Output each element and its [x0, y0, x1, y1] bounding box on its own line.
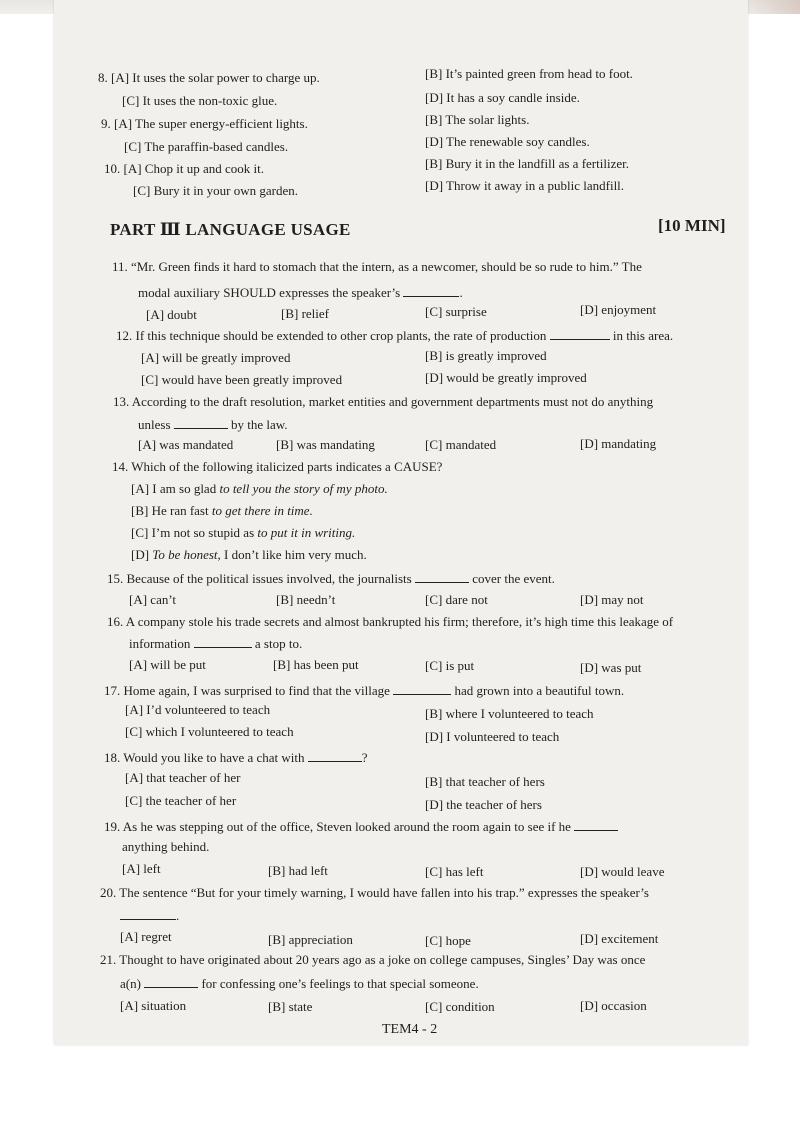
- answer-blank[interactable]: [415, 570, 469, 583]
- q15-stem: 15. Because of the political issues involved, the journalists cover the event.: [107, 571, 555, 586]
- q12-option-d[interactable]: [D] would be greatly improved: [425, 370, 587, 385]
- answer-blank[interactable]: [574, 818, 618, 831]
- q12-option-a[interactable]: [A] will be greatly improved: [141, 350, 291, 365]
- q15-option-a[interactable]: [A] can’t: [129, 592, 177, 607]
- q18-option-a[interactable]: [A] that teacher of her: [125, 770, 241, 785]
- q13-option-c[interactable]: [C] mandated: [425, 437, 497, 452]
- q11-stem: 11. “Mr. Green finds it hard to stomach that the intern, as a newcomer, should be so rude to him.” The: [112, 259, 642, 274]
- q17-option-d[interactable]: [D] I volunteered to teach: [425, 729, 560, 744]
- q13-option-d[interactable]: [D] mandating: [580, 436, 657, 451]
- q17-stem: 17. Home again, I was surprised to find that the village had grown into a beautiful town.: [104, 683, 625, 698]
- q8-c: [C] It uses the non-toxic glue.: [122, 93, 278, 108]
- q16-option-b[interactable]: [B] has been put: [273, 657, 359, 672]
- q21-option-b[interactable]: [B] state: [268, 999, 313, 1014]
- q13-option-a[interactable]: [A] was mandated: [138, 437, 234, 452]
- q16-stem-2: information a stop to.: [129, 636, 303, 651]
- q9-c: [C] The paraffin-based candles.: [124, 139, 289, 154]
- q19-option-c[interactable]: [C] has left: [425, 864, 484, 879]
- q16-option-c[interactable]: [C] is put: [425, 658, 475, 673]
- q13-stem-2: unless by the law.: [138, 417, 288, 432]
- q16-option-a[interactable]: [A] will be put: [129, 657, 206, 672]
- q10-c: [C] Bury it in your own garden.: [133, 183, 299, 198]
- q14-stem: 14. Which of the following italicized parts indicates a CAUSE?: [112, 459, 443, 474]
- q10-a: 10. [A] Chop it up and cook it.: [104, 161, 264, 176]
- q11-option-c[interactable]: [C] surprise: [425, 304, 487, 319]
- page-corner: [740, 0, 800, 14]
- q12-stem: 12. If this technique should be extended to other crop plants, the rate of production in this area.: [116, 328, 674, 343]
- q19-option-b[interactable]: [B] had left: [268, 863, 328, 878]
- q18-option-c[interactable]: [C] the teacher of her: [125, 793, 237, 808]
- q17-option-a[interactable]: [A] I’d volunteered to teach: [125, 702, 271, 717]
- q20-stem: 20. The sentence “But for your timely warning, I would have fallen into his trap.” expresses the speaker’s: [100, 885, 649, 900]
- q20-stem-2: .: [120, 907, 179, 924]
- answer-blank[interactable]: [194, 635, 252, 648]
- q13-option-b[interactable]: [B] was mandating: [276, 437, 375, 452]
- q15-option-d[interactable]: [D] may not: [580, 592, 644, 607]
- q15-option-b[interactable]: [B] needn’t: [276, 592, 336, 607]
- q21-stem-2: a(n) for confessing one’s feelings to that special someone.: [120, 976, 479, 991]
- q10-b: [B] Bury it in the landfill as a fertilizer.: [425, 156, 629, 171]
- q20-option-a[interactable]: [A] regret: [120, 929, 172, 944]
- q8-a: 8. [A] It uses the solar power to charge up.: [98, 70, 320, 85]
- q12-option-c[interactable]: [C] would have been greatly improved: [141, 372, 343, 387]
- q11-option-b[interactable]: [B] relief: [281, 306, 330, 321]
- q11-option-a[interactable]: [A] doubt: [146, 307, 197, 322]
- answer-blank[interactable]: [550, 327, 610, 340]
- q20-option-b[interactable]: [B] appreciation: [268, 932, 353, 947]
- answer-blank[interactable]: [308, 749, 362, 762]
- q16-stem: 16. A company stole his trade secrets and almost bankrupted his firm; therefore, it’s high time this leakage of: [107, 614, 674, 629]
- q14-option-d[interactable]: [D] To be honest, I don’t like him very much.: [131, 547, 367, 562]
- q20-option-d[interactable]: [D] excitement: [580, 931, 659, 946]
- q21-option-c[interactable]: [C] condition: [425, 999, 495, 1014]
- q19-option-d[interactable]: [D] would leave: [580, 864, 665, 879]
- q17-option-b[interactable]: [B] where I volunteered to teach: [425, 706, 594, 721]
- answer-blank[interactable]: [174, 416, 228, 429]
- q16-option-d[interactable]: [D] was put: [580, 660, 642, 675]
- q14-option-c[interactable]: [C] I’m not so stupid as to put it in writing.: [131, 525, 356, 540]
- q9-d: [D] The renewable soy candles.: [425, 134, 590, 149]
- answer-blank[interactable]: [403, 284, 459, 297]
- q21-option-d[interactable]: [D] occasion: [580, 998, 647, 1013]
- q20-option-c[interactable]: [C] hope: [425, 933, 471, 948]
- q12-option-b[interactable]: [B] is greatly improved: [425, 348, 547, 363]
- part-title: PART Ⅲ LANGUAGE USAGE: [110, 220, 351, 239]
- q21-option-a[interactable]: [A] situation: [120, 998, 187, 1013]
- q13-stem: 13. According to the draft resolution, market entities and government departments must not do anything: [113, 394, 654, 409]
- q18-option-d[interactable]: [D] the teacher of hers: [425, 797, 542, 812]
- answer-blank[interactable]: [393, 682, 451, 695]
- q17-option-c[interactable]: [C] which I volunteered to teach: [125, 724, 294, 739]
- q11-stem-2: modal auxiliary SHOULD expresses the speaker’s .: [138, 285, 463, 300]
- page-footer: TEM4 - 2: [382, 1022, 438, 1037]
- q9-b: [B] The solar lights.: [425, 112, 530, 127]
- part-time: [10 MIN]: [658, 216, 726, 235]
- answer-blank[interactable]: [144, 975, 198, 988]
- answer-blank[interactable]: [120, 907, 176, 920]
- q11-option-d[interactable]: [D] enjoyment: [580, 302, 657, 317]
- q21-stem: 21. Thought to have originated about 20 years ago as a joke on college campuses, Singles’ Day was once: [100, 952, 646, 967]
- q18-option-b[interactable]: [B] that teacher of hers: [425, 774, 545, 789]
- q8-b: [B] It’s painted green from head to foot.: [425, 66, 633, 81]
- q9-a: 9. [A] The super energy-efficient lights.: [101, 116, 308, 131]
- q10-d: [D] Throw it away in a public landfill.: [425, 178, 625, 193]
- q19-stem: 19. As he was stepping out of the office, Steven looked around the room again to see if he: [104, 818, 618, 835]
- q14-option-a[interactable]: [A] I am so glad to tell you the story of my photo.: [131, 481, 388, 496]
- q8-d: [D] It has a soy candle inside.: [425, 90, 580, 105]
- q14-option-b[interactable]: [B] He ran fast to get there in time.: [131, 503, 313, 518]
- q19-stem-2: anything behind.: [122, 839, 210, 854]
- q19-option-a[interactable]: [A] left: [122, 861, 161, 876]
- q18-stem: 18. Would you like to have a chat with ?: [104, 750, 368, 765]
- q15-option-c[interactable]: [C] dare not: [425, 592, 488, 607]
